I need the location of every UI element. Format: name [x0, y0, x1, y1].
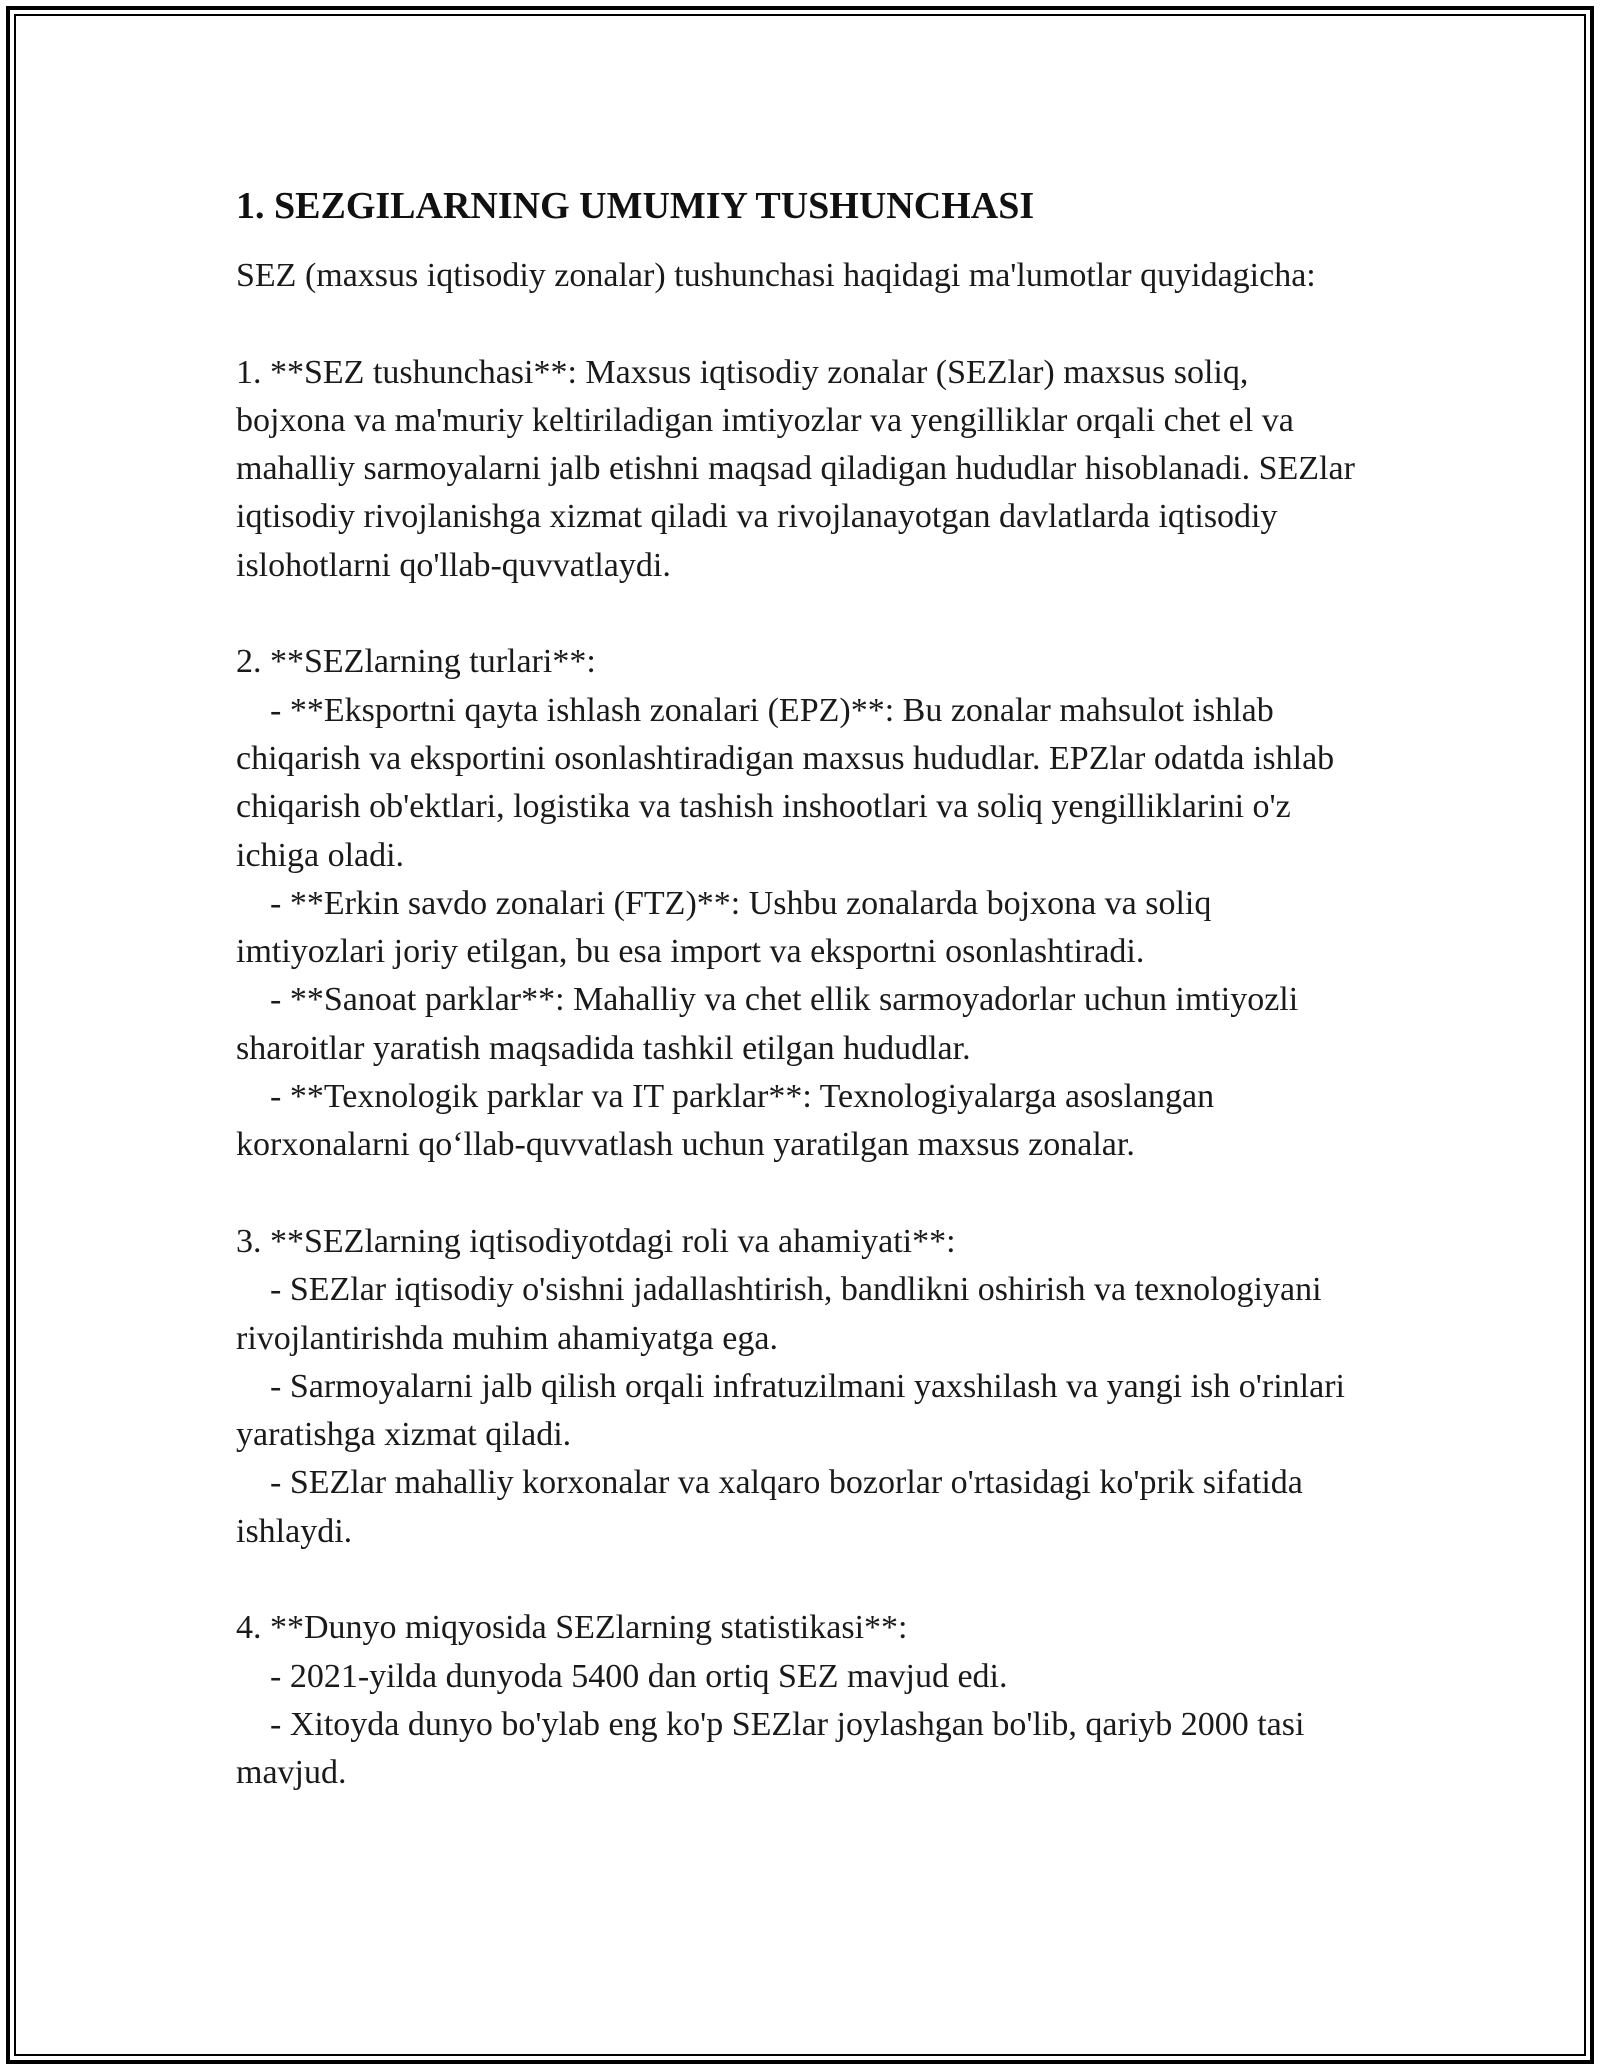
spacer — [236, 1170, 1366, 1218]
section-3-item-2: - Sarmoyalarni jalb qilish orqali infratuzilmani yaxshilash va yangi ish o'rinlari yaratishga xizmat qiladi. — [236, 1367, 1345, 1454]
spacer — [236, 300, 1366, 348]
intro-paragraph: SEZ (maxsus iqtisodiy zonalar) tushunchasi haqidagi ma'lumotlar quyidagicha: — [236, 257, 1316, 294]
section-3-item-3: - SEZlar mahalliy korxonalar va xalqaro bozorlar o'rtasidagi ko'prik sifatida ishlaydi. — [236, 1464, 1303, 1550]
section-2-item-2: - **Erkin savdo zonalari (FTZ)**: Ushbu zonalarda bojxona va soliq imtiyozlari joriy etilgan, bu esa import va eksportni osonlashtiradi. — [236, 884, 1212, 971]
document-body — [236, 182, 1366, 1798]
section-3-heading: 3. **SEZlarning iqtisodiyotdagi roli va ahamiyati**: — [236, 1222, 956, 1260]
section-2-item-1: - **Eksportni qayta ishlash zonalari (EPZ)**: Bu zonalar mahsulot ishlab chiqarish va eksportini osonlashtiradigan maxsus hududlar. EPZlar odatda ishlab chiqarish ob'ektlari, logistika va tashish inshootlari va soliq yengilliklarini o'z ichiga oladi. — [236, 691, 1335, 874]
spacer — [236, 1556, 1366, 1604]
section-4-item-2: - Xitoyda dunyo bo'ylab eng ko'p SEZlar joylashgan bo'lib, qariyb 2000 tasi mavjud. — [236, 1705, 1305, 1792]
section-1-heading: 1. **SEZ tushunchasi**: Maxsus iqtisodiy zonalar (SEZlar) maxsus soliq, bojxona va ma'muriy keltiriladigan imtiyozlar va yengilliklar orqali chet el va mahalliy sarmoyalarni jalb etishni maqsad qiladigan hududlar hisoblanadi. SEZlar iqtisodiy rivojlanishga xizmat qiladi va rivojlanayotgan davlatlarda iqtisodiy islohotlarni qo'llab-quvvatlaydi. — [236, 353, 1355, 584]
document-title: 1. SEZGILARNING UMUMIY TUSHUNCHASI — [236, 185, 1035, 227]
section-4-heading: 4. **Dunyo miqyosida SEZlarning statistikasi**: — [236, 1609, 908, 1647]
section-2-heading: 2. **SEZlarning turlari**: — [236, 643, 596, 681]
section-3-item-1: - SEZlar iqtisodiy o'sishni jadallashtirish, bandlikni oshirish va texnologiyani rivojlantirishda muhim ahamiyatga ega. — [236, 1271, 1322, 1357]
spacer — [236, 590, 1366, 638]
section-4-item-1: - 2021-yilda dunyoda 5400 dan ortiq SEZ mavjud edi. — [236, 1657, 1008, 1695]
section-2-item-3: - **Sanoat parklar**: Mahalliy va chet ellik sarmoyadorlar uchun imtiyozli sharoitlar yaratish maqsadida tashkil etilgan hududlar. — [236, 981, 1299, 1067]
section-2-item-4: - **Texnologik parklar va IT parklar**: Texnologiyalarga asoslangan korxonalarni qo‘llab-quvvatlash uchun yaratilgan maxsus zonalar. — [236, 1078, 1215, 1164]
